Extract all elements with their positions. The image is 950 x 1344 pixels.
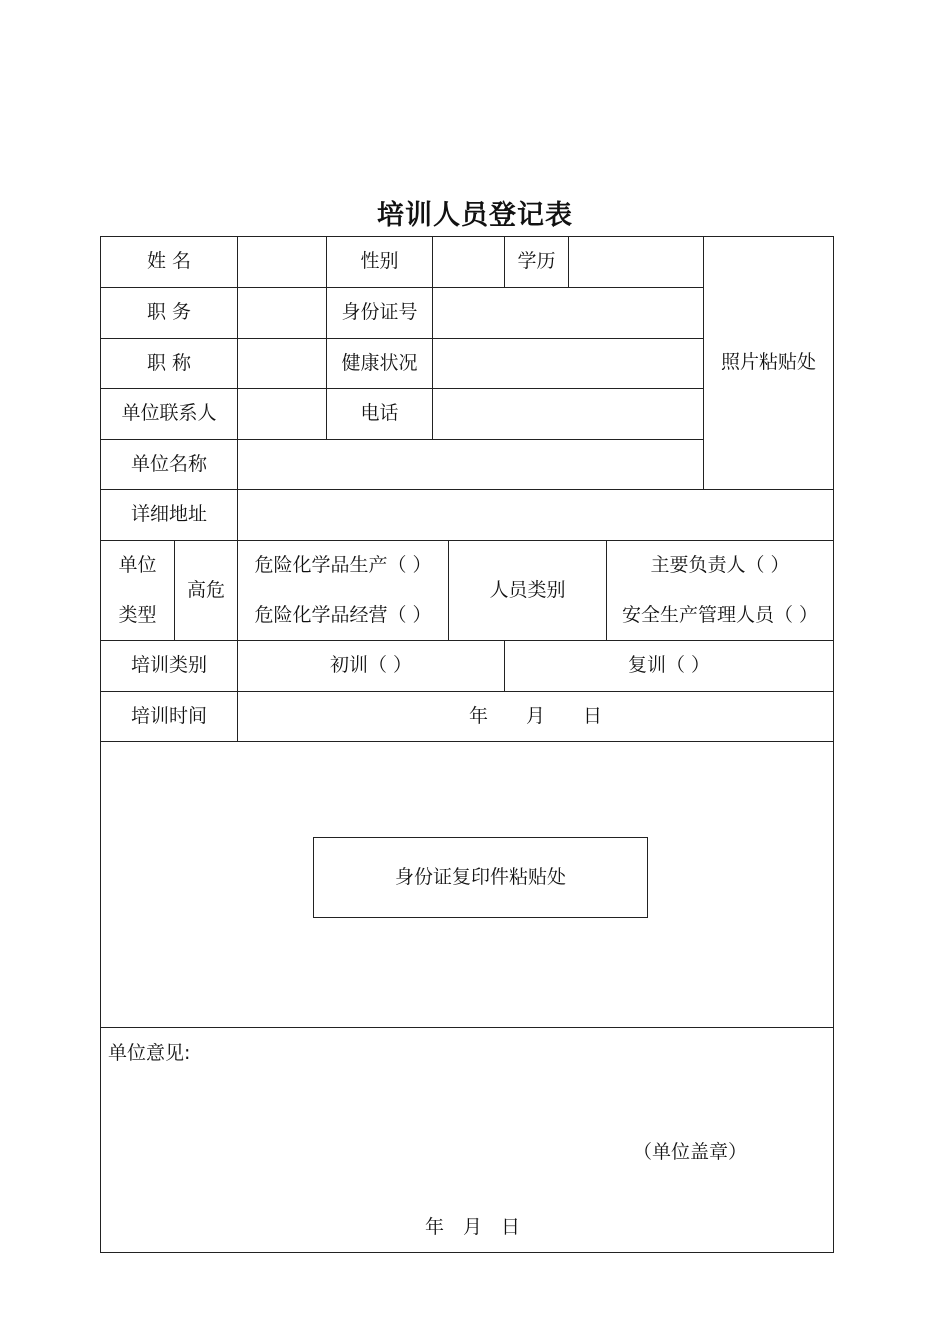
unit-opinion-label: 单位意见: bbox=[108, 1042, 191, 1065]
gender-label: 性别 bbox=[360, 250, 399, 273]
photo-paste-area[interactable]: 照片粘贴处 bbox=[720, 351, 816, 374]
unit-type-label-line1: 单位 bbox=[118, 554, 157, 577]
unit-type-label-line2: 类型 bbox=[118, 603, 157, 626]
principal-option[interactable]: 主要负责人（ ） bbox=[650, 554, 790, 577]
name-label: 姓 名 bbox=[146, 250, 192, 273]
unit-name-label: 单位名称 bbox=[130, 452, 207, 475]
training-date-field[interactable]: 年 月 日 bbox=[468, 704, 602, 727]
refresher-training-option[interactable]: 复训（ ） bbox=[627, 654, 711, 677]
address-label: 详细地址 bbox=[130, 503, 207, 526]
unit-seal-label: （单位盖章） bbox=[632, 1141, 747, 1164]
personnel-category-label: 人员类别 bbox=[489, 578, 566, 601]
initial-training-option[interactable]: 初训（ ） bbox=[329, 654, 413, 677]
contact-field[interactable] bbox=[238, 389, 326, 439]
position-field[interactable] bbox=[238, 288, 326, 338]
table-border-bottom bbox=[100, 1252, 834, 1253]
row-divider bbox=[100, 1027, 834, 1028]
education-label: 学历 bbox=[517, 250, 556, 273]
contact-label: 单位联系人 bbox=[121, 402, 217, 425]
phone-field[interactable] bbox=[433, 389, 703, 439]
education-field[interactable] bbox=[569, 237, 703, 287]
training-type-label: 培训类别 bbox=[130, 654, 207, 677]
unit-name-field[interactable] bbox=[238, 440, 703, 489]
training-time-label: 培训时间 bbox=[130, 704, 207, 727]
health-label: 健康状况 bbox=[341, 351, 418, 374]
safety-manager-option[interactable]: 安全生产管理人员（ ） bbox=[621, 603, 819, 626]
position-label: 职 务 bbox=[146, 301, 192, 324]
id-number-field[interactable] bbox=[433, 288, 703, 338]
unit-opinion-field[interactable] bbox=[101, 1070, 833, 1130]
gender-field[interactable] bbox=[433, 237, 504, 287]
address-field[interactable] bbox=[238, 490, 833, 540]
job-title-field[interactable] bbox=[238, 339, 326, 388]
phone-label: 电话 bbox=[360, 402, 399, 425]
form-title: 培训人员登记表 bbox=[377, 200, 573, 231]
row-divider bbox=[100, 741, 834, 742]
job-title-label: 职 称 bbox=[146, 351, 192, 374]
table-border-right bbox=[833, 236, 834, 1253]
sign-date-field[interactable]: 年 月 日 bbox=[424, 1216, 520, 1239]
health-field[interactable] bbox=[433, 339, 703, 388]
hazchem-business-option[interactable]: 危险化学品经营（ ） bbox=[254, 603, 432, 626]
hazchem-production-option[interactable]: 危险化学品生产（ ） bbox=[254, 554, 432, 577]
name-field[interactable] bbox=[238, 237, 326, 287]
high-risk-label: 高危 bbox=[186, 578, 225, 601]
id-copy-paste-label: 身份证复印件粘贴处 bbox=[394, 865, 566, 888]
id-number-label: 身份证号 bbox=[341, 301, 418, 324]
